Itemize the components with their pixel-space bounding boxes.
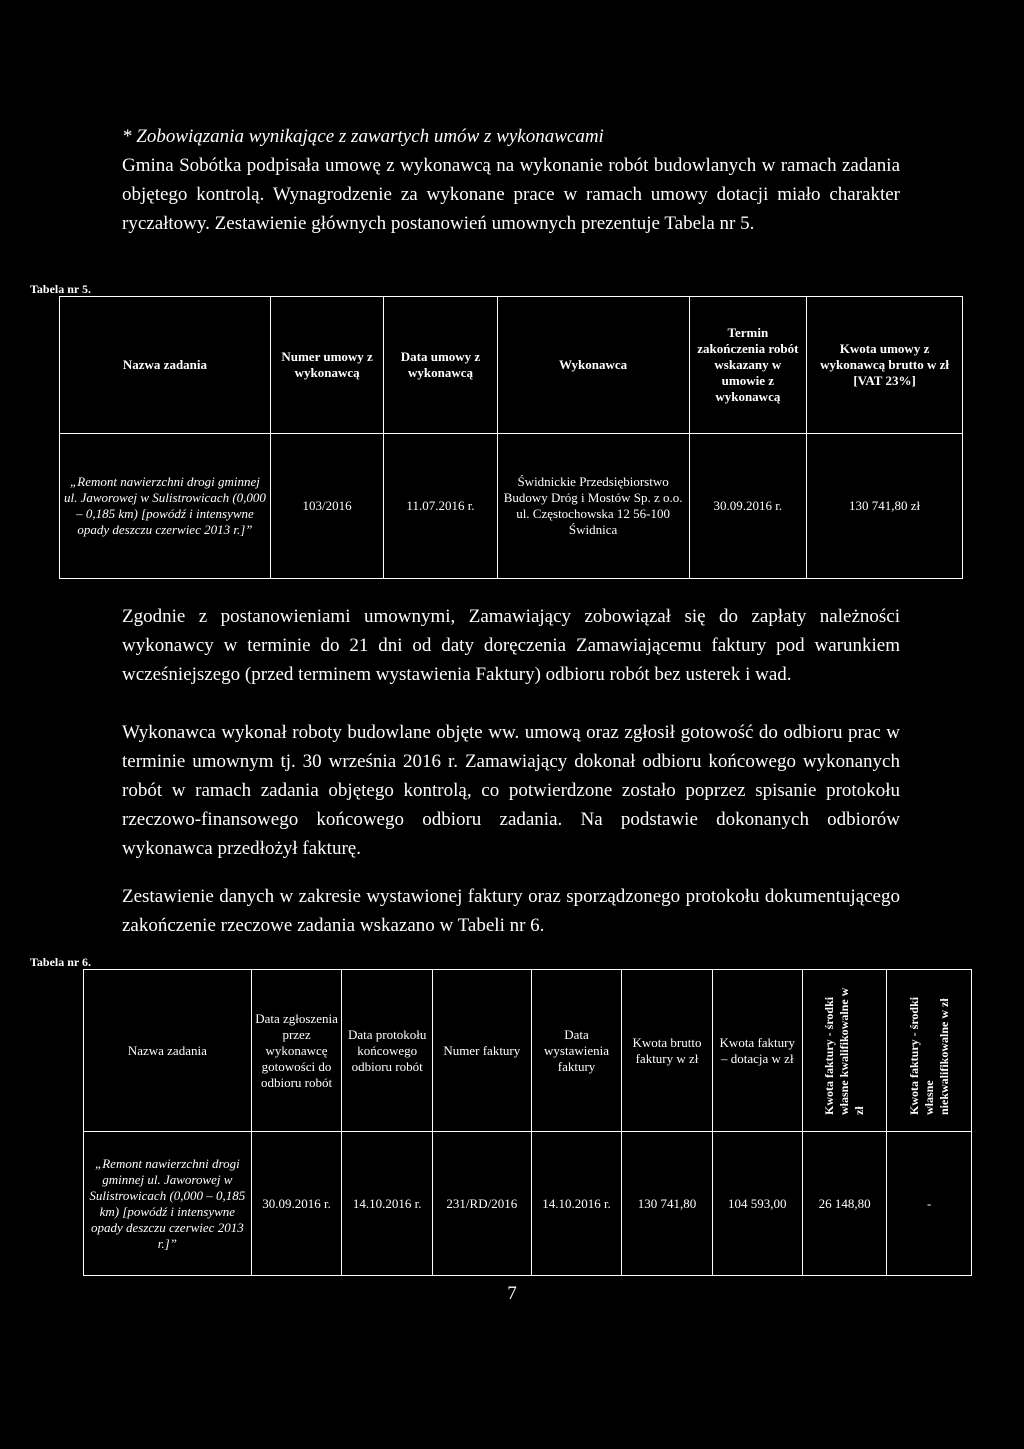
paragraph-summary: Zestawienie danych w zakresie wystawionej faktury oraz sporządzonego protokołu dokumentującego zakończenie rzeczowe zadania wskazano w Tabeli nr 6. (122, 886, 900, 936)
table6-cell: 130 741,80 (622, 1132, 712, 1276)
table5-header: Kwota umowy z wykonawcą brutto w zł [VAT 23%] (807, 297, 963, 434)
table6-header: Kwota faktury – dotacja w zł (712, 970, 802, 1132)
table5-header: Wykonawca (497, 297, 689, 434)
table6-cell: 104 593,00 (712, 1132, 802, 1276)
section-heading: * Zobowiązania wynikające z zawartych umów z wykonawcami (122, 126, 604, 147)
vertical-header-text: Kwota faktury - środki własne kwalifikowalne w zł (822, 987, 867, 1115)
paragraph-payment: Zgodnie z postanowieniami umownymi, Zamawiający zobowiązał się do zapłaty należności wykonawcy w terminie do 21 dni od daty doręczenia Zamawiającemu faktury pod warunkiem wcześniejszego (przed terminem wystawienia Faktury) odbioru robót bez usterek i wad. (122, 606, 900, 685)
table5-cell: 30.09.2016 r. (689, 434, 807, 579)
table6-header: Numer faktury (432, 970, 531, 1132)
table5-cell: Świdnickie Przedsiębiorstwo Budowy Dróg i Mostów Sp. z o.o. ul. Częstochowska 12 56-100 Świdnica (497, 434, 689, 579)
table6-cell: - (887, 1132, 972, 1276)
table6-cell: 14.10.2016 r. (342, 1132, 433, 1276)
table5-header: Numer umowy z wykonawcą (270, 297, 383, 434)
table-6 (83, 969, 972, 1276)
table6-cell: 26 148,80 (802, 1132, 887, 1276)
table6-label: Tabela nr 6. (30, 955, 92, 969)
intro-paragraph: Gmina Sobótka podpisała umowę z wykonawcą na wykonanie robót budowlanych w ramach zadania objętego kontrolą. Wynagrodzenie za wykonane prace w ramach umowy dotacji miało charakter ryczałtowy. Zestawienie głównych postanowień umownych prezentuje Tabela nr 5. (122, 155, 900, 234)
table5-header: Nazwa zadania (60, 297, 271, 434)
table6-cell: 30.09.2016 r. (251, 1132, 342, 1276)
table6-header: Data wystawienia faktury (531, 970, 622, 1132)
table5-cell: 11.07.2016 r. (384, 434, 497, 579)
table5-cell: 130 741,80 zł (807, 434, 963, 579)
table6-cell: 231/RD/2016 (432, 1132, 531, 1276)
table5-header: Termin zakończenia robót wskazany w umowie z wykonawcą (689, 297, 807, 434)
page-number: 7 (507, 1283, 517, 1304)
table6-cell: „Remont nawierzchni drogi gminnej ul. Jaworowej w Sulistrowicach (0,000 – 0,185 km) [powódź i intensywne opady deszczu czerwiec 2013 r.]” (84, 1132, 252, 1276)
table6-header: Kwota brutto faktury w zł (622, 970, 712, 1132)
table5-header: Data umowy z wykonawcą (384, 297, 497, 434)
table-5 (59, 296, 963, 579)
table-row (60, 434, 963, 579)
table6-header: Data protokołu końcowego odbioru robót (342, 970, 433, 1132)
table-row (84, 1132, 972, 1276)
table6-header: Data zgłoszenia przez wykonawcę gotowości do odbioru robót (251, 970, 342, 1132)
table6-header: Nazwa zadania (84, 970, 252, 1132)
table6-header (887, 970, 972, 1132)
table5-cell: 103/2016 (270, 434, 383, 579)
table5-cell: „Remont nawierzchni drogi gminnej ul. Jaworowej w Sulistrowicach (0,000 – 0,185 km) [powódź i intensywne opady deszczu czerwiec 2013 r.]” (60, 434, 271, 579)
table6-header (802, 970, 887, 1132)
vertical-header-text: Kwota faktury - środki własne niekwalifikowalne w zł (906, 996, 951, 1115)
table6-cell: 14.10.2016 r. (531, 1132, 622, 1276)
paragraph-acceptance: Wykonawca wykonał roboty budowlane objęte ww. umową oraz zgłosił gotowość do odbioru prac w terminie umownym tj. 30 września 2016 r. Zamawiający dokonał odbioru końcowego wykonanych robót w ramach zadania objętego kontrolą, co potwierdzone zostało poprzez spisanie protokołu rzeczowo-finansowego końcowego odbioru zadania. Na podstawie dokonanych odbiorów wykonawca przedłożył fakturę. (122, 722, 900, 859)
table5-label: Tabela nr 5. (30, 282, 92, 296)
